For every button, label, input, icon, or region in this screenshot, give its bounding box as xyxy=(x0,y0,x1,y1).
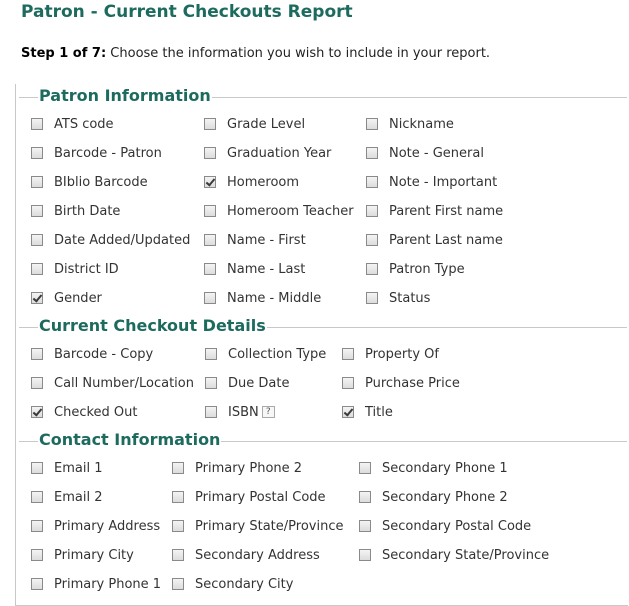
option-label: Homeroom xyxy=(227,174,300,190)
option-primary-postal-code[interactable] xyxy=(172,488,326,506)
option-label: Birth Date xyxy=(54,203,121,219)
option-birth-date[interactable] xyxy=(31,202,120,220)
checkbox[interactable] xyxy=(366,205,378,217)
option-label: Title xyxy=(365,404,393,420)
option-label: Name - Last xyxy=(227,261,306,277)
option-date-added-updated[interactable] xyxy=(31,231,190,249)
checkbox[interactable] xyxy=(205,406,217,418)
option-label: Secondary Phone 1 xyxy=(382,460,508,476)
checkbox[interactable] xyxy=(31,263,43,275)
option-label: Primary Phone 2 xyxy=(195,460,303,476)
checkbox[interactable] xyxy=(366,118,378,130)
option-label: Parent Last name xyxy=(389,232,503,248)
option-parent-last-name[interactable] xyxy=(366,231,503,249)
option-primary-city[interactable] xyxy=(31,546,134,564)
option-label: BIblio Barcode xyxy=(54,174,148,190)
option-label: Gender xyxy=(54,290,102,306)
checkbox[interactable] xyxy=(359,491,371,503)
page-title: Patron - Current Checkouts Report xyxy=(21,2,353,22)
option-label: Homeroom Teacher xyxy=(227,203,354,219)
option-secondary-address[interactable] xyxy=(172,546,320,564)
checkbox[interactable] xyxy=(204,176,216,188)
checkbox[interactable] xyxy=(31,377,43,389)
option-label: Primary Address xyxy=(54,518,161,534)
checkbox[interactable] xyxy=(204,147,216,159)
help-icon[interactable]: ? xyxy=(262,406,275,418)
option-label: Purchase Price xyxy=(365,375,460,391)
option-secondary-phone-1[interactable] xyxy=(359,459,508,477)
checkbox[interactable] xyxy=(342,377,354,389)
checkbox[interactable] xyxy=(366,234,378,246)
option-property-of[interactable] xyxy=(342,345,439,363)
option-label: Secondary City xyxy=(195,576,294,592)
option-label: Patron Type xyxy=(389,261,465,277)
option-primary-state-province[interactable] xyxy=(172,517,343,535)
checkbox[interactable] xyxy=(366,176,378,188)
option-purchase-price[interactable] xyxy=(342,374,460,392)
option-label: Secondary Phone 2 xyxy=(382,489,508,505)
option-label: Property Of xyxy=(365,346,439,362)
option-label: Status xyxy=(389,290,431,306)
option-email-2[interactable] xyxy=(31,488,102,506)
option-homeroom-teacher[interactable] xyxy=(204,202,354,220)
option-label: Barcode - Patron xyxy=(54,145,162,161)
checkbox[interactable] xyxy=(366,263,378,275)
option-label: Primary Phone 1 xyxy=(54,576,162,592)
option-label: Collection Type xyxy=(228,346,327,362)
checkbox[interactable] xyxy=(205,348,217,360)
option-due-date[interactable] xyxy=(205,374,289,392)
option-label: Due Date xyxy=(228,375,290,391)
checkbox[interactable] xyxy=(31,234,43,246)
option-patron-type[interactable] xyxy=(366,260,465,278)
option-barcode-copy[interactable] xyxy=(31,345,153,363)
option-label: Name - Middle xyxy=(227,290,322,306)
option-name-last[interactable] xyxy=(204,260,305,278)
option-label: Barcode - Copy xyxy=(54,346,154,362)
option-label: Email 2 xyxy=(54,489,103,505)
option-biblio-barcode[interactable] xyxy=(31,173,148,191)
option-label: Secondary Address xyxy=(195,547,320,563)
step-instructions xyxy=(21,46,490,61)
option-primary-phone-2[interactable] xyxy=(172,459,302,477)
checkbox[interactable] xyxy=(172,462,184,474)
checkbox[interactable] xyxy=(31,205,43,217)
option-parent-first-name[interactable] xyxy=(366,202,503,220)
checkbox[interactable] xyxy=(31,292,43,304)
checkbox[interactable] xyxy=(31,147,43,159)
option-secondary-state-province[interactable] xyxy=(359,546,549,564)
option-email-1[interactable] xyxy=(31,459,102,477)
option-label: Date Added/Updated xyxy=(54,232,191,248)
checkbox[interactable] xyxy=(366,292,378,304)
checkbox[interactable] xyxy=(359,462,371,474)
option-title[interactable] xyxy=(342,403,393,421)
legend-current-checkout-details: Current Checkout Details xyxy=(39,316,266,335)
checkbox[interactable] xyxy=(31,176,43,188)
option-label: Parent First name xyxy=(389,203,504,219)
option-label: Grade Level xyxy=(227,116,306,132)
option-label: Primary State/Province xyxy=(195,518,344,534)
checkbox[interactable] xyxy=(359,520,371,532)
option-homeroom[interactable] xyxy=(204,173,299,191)
option-primary-phone-1[interactable] xyxy=(31,575,161,593)
checkbox[interactable] xyxy=(204,263,216,275)
option-ats-code[interactable] xyxy=(31,115,114,133)
option-label: District ID xyxy=(54,261,119,277)
checkbox[interactable] xyxy=(172,491,184,503)
option-graduation-year[interactable] xyxy=(204,144,331,162)
option-checked-out[interactable] xyxy=(31,403,137,421)
option-label: Primary Postal Code xyxy=(195,489,326,505)
option-label: ATS code xyxy=(54,116,114,132)
checkbox[interactable] xyxy=(205,377,217,389)
option-label: Graduation Year xyxy=(227,145,332,161)
checkbox[interactable] xyxy=(204,205,216,217)
option-label: Checked Out xyxy=(54,404,138,420)
checkbox[interactable] xyxy=(31,578,43,590)
option-secondary-phone-2[interactable] xyxy=(359,488,508,506)
option-label: Primary City xyxy=(54,547,134,563)
step-text: Choose the information you wish to include in your report. xyxy=(110,46,491,61)
legend-contact-information: Contact Information xyxy=(39,430,221,449)
option-name-first[interactable] xyxy=(204,231,306,249)
option-grade-level[interactable] xyxy=(204,115,305,133)
checkbox[interactable] xyxy=(31,348,43,360)
step-label: Step 1 of 7: xyxy=(21,46,107,61)
option-label: Note - Important xyxy=(389,174,498,190)
option-barcode-patron[interactable] xyxy=(31,144,162,162)
checkbox[interactable] xyxy=(31,549,43,561)
checkbox[interactable] xyxy=(31,406,43,418)
checkbox[interactable] xyxy=(204,118,216,130)
checkbox[interactable] xyxy=(31,520,43,532)
option-primary-address[interactable] xyxy=(31,517,160,535)
checkbox[interactable] xyxy=(172,549,184,561)
option-label: ISBN xyxy=(228,404,259,420)
option-label: Secondary State/Province xyxy=(382,547,550,563)
checkbox[interactable] xyxy=(172,520,184,532)
option-nickname[interactable] xyxy=(366,115,454,133)
checkbox[interactable] xyxy=(204,234,216,246)
option-label: Note - General xyxy=(389,145,484,161)
checkbox[interactable] xyxy=(31,118,43,130)
option-secondary-postal-code[interactable] xyxy=(359,517,531,535)
legend-patron-information: Patron Information xyxy=(39,86,211,105)
checkbox[interactable] xyxy=(31,462,43,474)
checkbox[interactable] xyxy=(172,578,184,590)
option-secondary-city[interactable] xyxy=(172,575,293,593)
option-call-number-location[interactable] xyxy=(31,374,194,392)
option-label: Email 1 xyxy=(54,460,103,476)
checkbox[interactable] xyxy=(342,348,354,360)
option-gender[interactable] xyxy=(31,289,102,307)
option-label: Call Number/Location xyxy=(54,375,194,391)
checkbox[interactable] xyxy=(204,292,216,304)
option-district-id[interactable] xyxy=(31,260,119,278)
checkbox[interactable] xyxy=(359,549,371,561)
option-label: Nickname xyxy=(389,116,454,132)
option-name-middle[interactable] xyxy=(204,289,321,307)
checkbox[interactable] xyxy=(342,406,354,418)
option-note-general[interactable] xyxy=(366,144,484,162)
option-label: Secondary Postal Code xyxy=(382,518,532,534)
option-isbn[interactable] xyxy=(205,403,275,421)
option-label: Name - First xyxy=(227,232,306,248)
checkbox[interactable] xyxy=(31,491,43,503)
checkbox[interactable] xyxy=(366,147,378,159)
option-note-important[interactable] xyxy=(366,173,497,191)
option-collection-type[interactable] xyxy=(205,345,326,363)
option-status[interactable] xyxy=(366,289,430,307)
